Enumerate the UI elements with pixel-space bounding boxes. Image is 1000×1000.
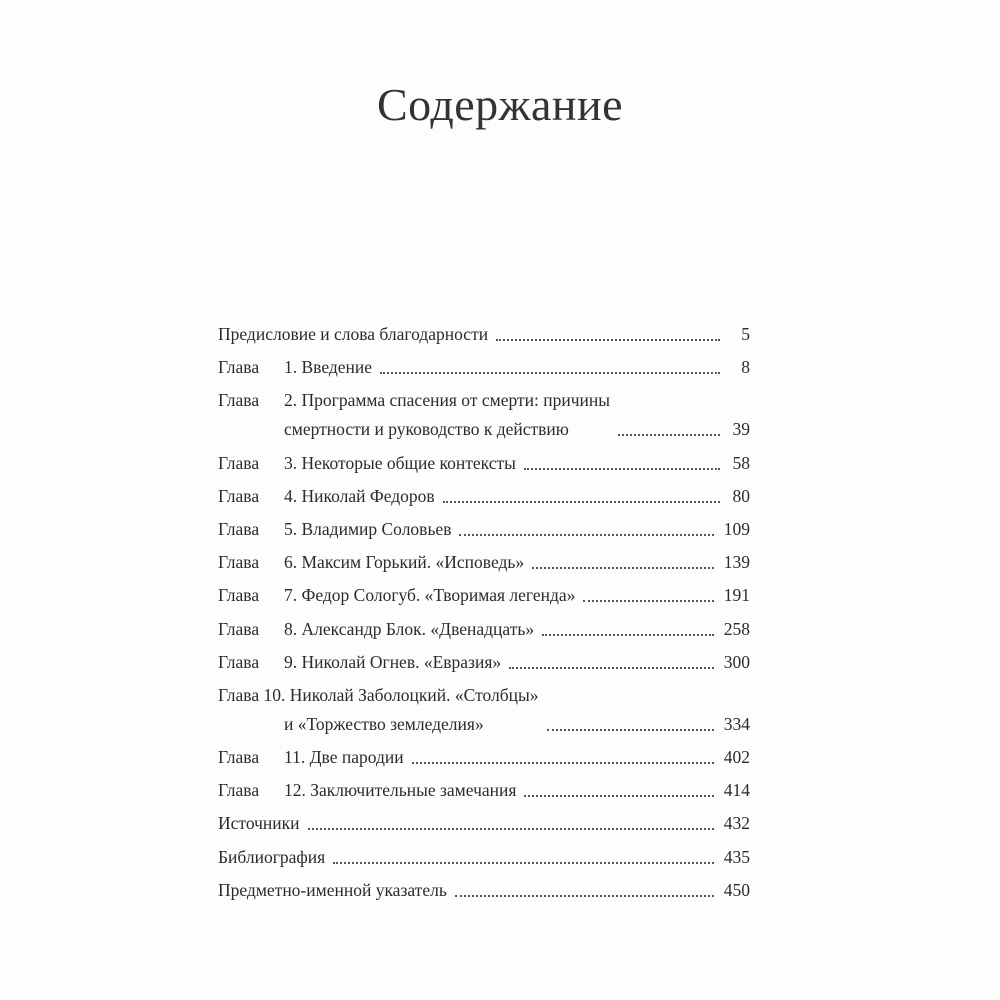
toc-entry-title: 12. Заключительные замечания (284, 780, 517, 801)
toc-entry (218, 449, 750, 478)
toc-entry-title: 4. Николай Федоров (284, 485, 435, 506)
toc-entry-title: 1. Введение (284, 357, 373, 378)
page-number: 414 (723, 780, 750, 801)
toc-entry-title: 11. Две пародии (284, 747, 404, 768)
toc-entry (218, 743, 750, 772)
page-number: 258 (723, 618, 750, 639)
toc-entry-title: смертности и руководство к действию (284, 419, 569, 440)
chapter-prefix: Глава (218, 585, 260, 606)
toc-entry-label (218, 809, 300, 838)
chapter-prefix: Глава (218, 552, 260, 573)
page-number: 334 (723, 713, 750, 734)
page-title: Содержание (376, 79, 624, 130)
toc-entry-label (218, 353, 372, 382)
toc-entry-label (218, 743, 404, 772)
toc-entry-title: Предисловие и слова благодарности (218, 324, 489, 344)
dot-leader (496, 339, 720, 341)
dot-leader (583, 600, 713, 602)
page-number: 58 (732, 452, 750, 473)
toc-entry-label (218, 843, 325, 872)
toc-entry (218, 581, 750, 610)
toc-entry (218, 353, 750, 382)
chapter-prefix: Глава (218, 747, 260, 768)
toc-entry-title: 2. Программа спасения от смерти: причины (284, 390, 610, 411)
page-number: 39 (732, 419, 750, 440)
toc-entry-title: и «Торжество земледелия» (284, 713, 484, 734)
toc-entry-label (218, 581, 575, 610)
toc-entry (218, 876, 750, 905)
toc-entry (218, 843, 750, 872)
dot-leader (455, 895, 714, 897)
page-number: 402 (723, 747, 750, 768)
page-number: 5 (741, 324, 750, 344)
table-of-contents (218, 320, 750, 909)
dot-leader (509, 667, 714, 669)
toc-entry-label (218, 548, 524, 577)
toc-entry-label (218, 681, 539, 739)
toc-entry-title: 9. Николай Огнев. «Евразия» (284, 651, 502, 672)
page-number: 109 (723, 518, 750, 539)
page-number: 8 (741, 357, 750, 378)
page-number: 80 (732, 485, 750, 506)
dot-leader (443, 501, 720, 503)
chapter-prefix: Глава (218, 390, 260, 411)
toc-entry-label (218, 320, 488, 349)
page-number: 450 (723, 879, 750, 900)
dot-leader (459, 534, 713, 536)
toc-entry-title: Предметно-именной указатель (218, 879, 447, 900)
dot-leader (542, 634, 714, 636)
toc-entry-title: Глава 10. Николай Заболоцкий. «Столбцы» (218, 684, 539, 705)
dot-leader (380, 372, 720, 374)
chapter-prefix: Глава (218, 485, 260, 506)
page-number: 139 (723, 552, 750, 573)
chapter-prefix: Глава (218, 357, 260, 378)
toc-entry-label (218, 615, 534, 644)
toc-entry (218, 482, 750, 511)
toc-entry-title: 8. Александр Блок. «Двенадцать» (284, 618, 535, 639)
toc-entry (218, 615, 750, 644)
toc-entry-title: 7. Федор Сологуб. «Творимая легенда» (284, 585, 576, 606)
dot-leader (524, 468, 720, 470)
chapter-prefix: Глава (218, 651, 260, 672)
toc-entry-label (218, 482, 435, 511)
dot-leader (547, 729, 714, 731)
toc-entry (218, 320, 750, 349)
toc-entry (218, 809, 750, 838)
toc-entry (218, 515, 750, 544)
page-number: 191 (723, 585, 750, 606)
toc-entry-title: 6. Максим Горький. «Исповедь» (284, 552, 525, 573)
toc-entry (218, 386, 750, 444)
dot-leader (524, 795, 713, 797)
toc-entry-title: 3. Некоторые общие контексты (284, 452, 516, 473)
toc-entry-title: 5. Владимир Соловьев (284, 518, 452, 539)
dot-leader (532, 567, 714, 569)
dot-leader (618, 434, 720, 436)
dot-leader (308, 828, 714, 830)
toc-entry-label (218, 386, 610, 444)
chapter-prefix: Глава (218, 780, 260, 801)
page-number: 435 (723, 846, 750, 867)
page-number: 300 (723, 651, 750, 672)
page-number: 432 (723, 813, 750, 834)
toc-entry (218, 776, 750, 805)
toc-entry-label (218, 648, 501, 677)
chapter-prefix: Глава (218, 518, 260, 539)
toc-entry (218, 548, 750, 577)
toc-entry-label (218, 449, 516, 478)
dot-leader (333, 862, 714, 864)
dot-leader (412, 762, 714, 764)
toc-entry-title: Источники (218, 813, 300, 834)
toc-entry-label (218, 515, 451, 544)
chapter-prefix: Глава (218, 618, 260, 639)
toc-entry-label (218, 776, 516, 805)
chapter-prefix: Глава (218, 452, 260, 473)
toc-entry-label (218, 876, 447, 905)
toc-entry (218, 648, 750, 677)
toc-entry-title: Библиография (218, 846, 326, 867)
toc-entry (218, 681, 750, 739)
